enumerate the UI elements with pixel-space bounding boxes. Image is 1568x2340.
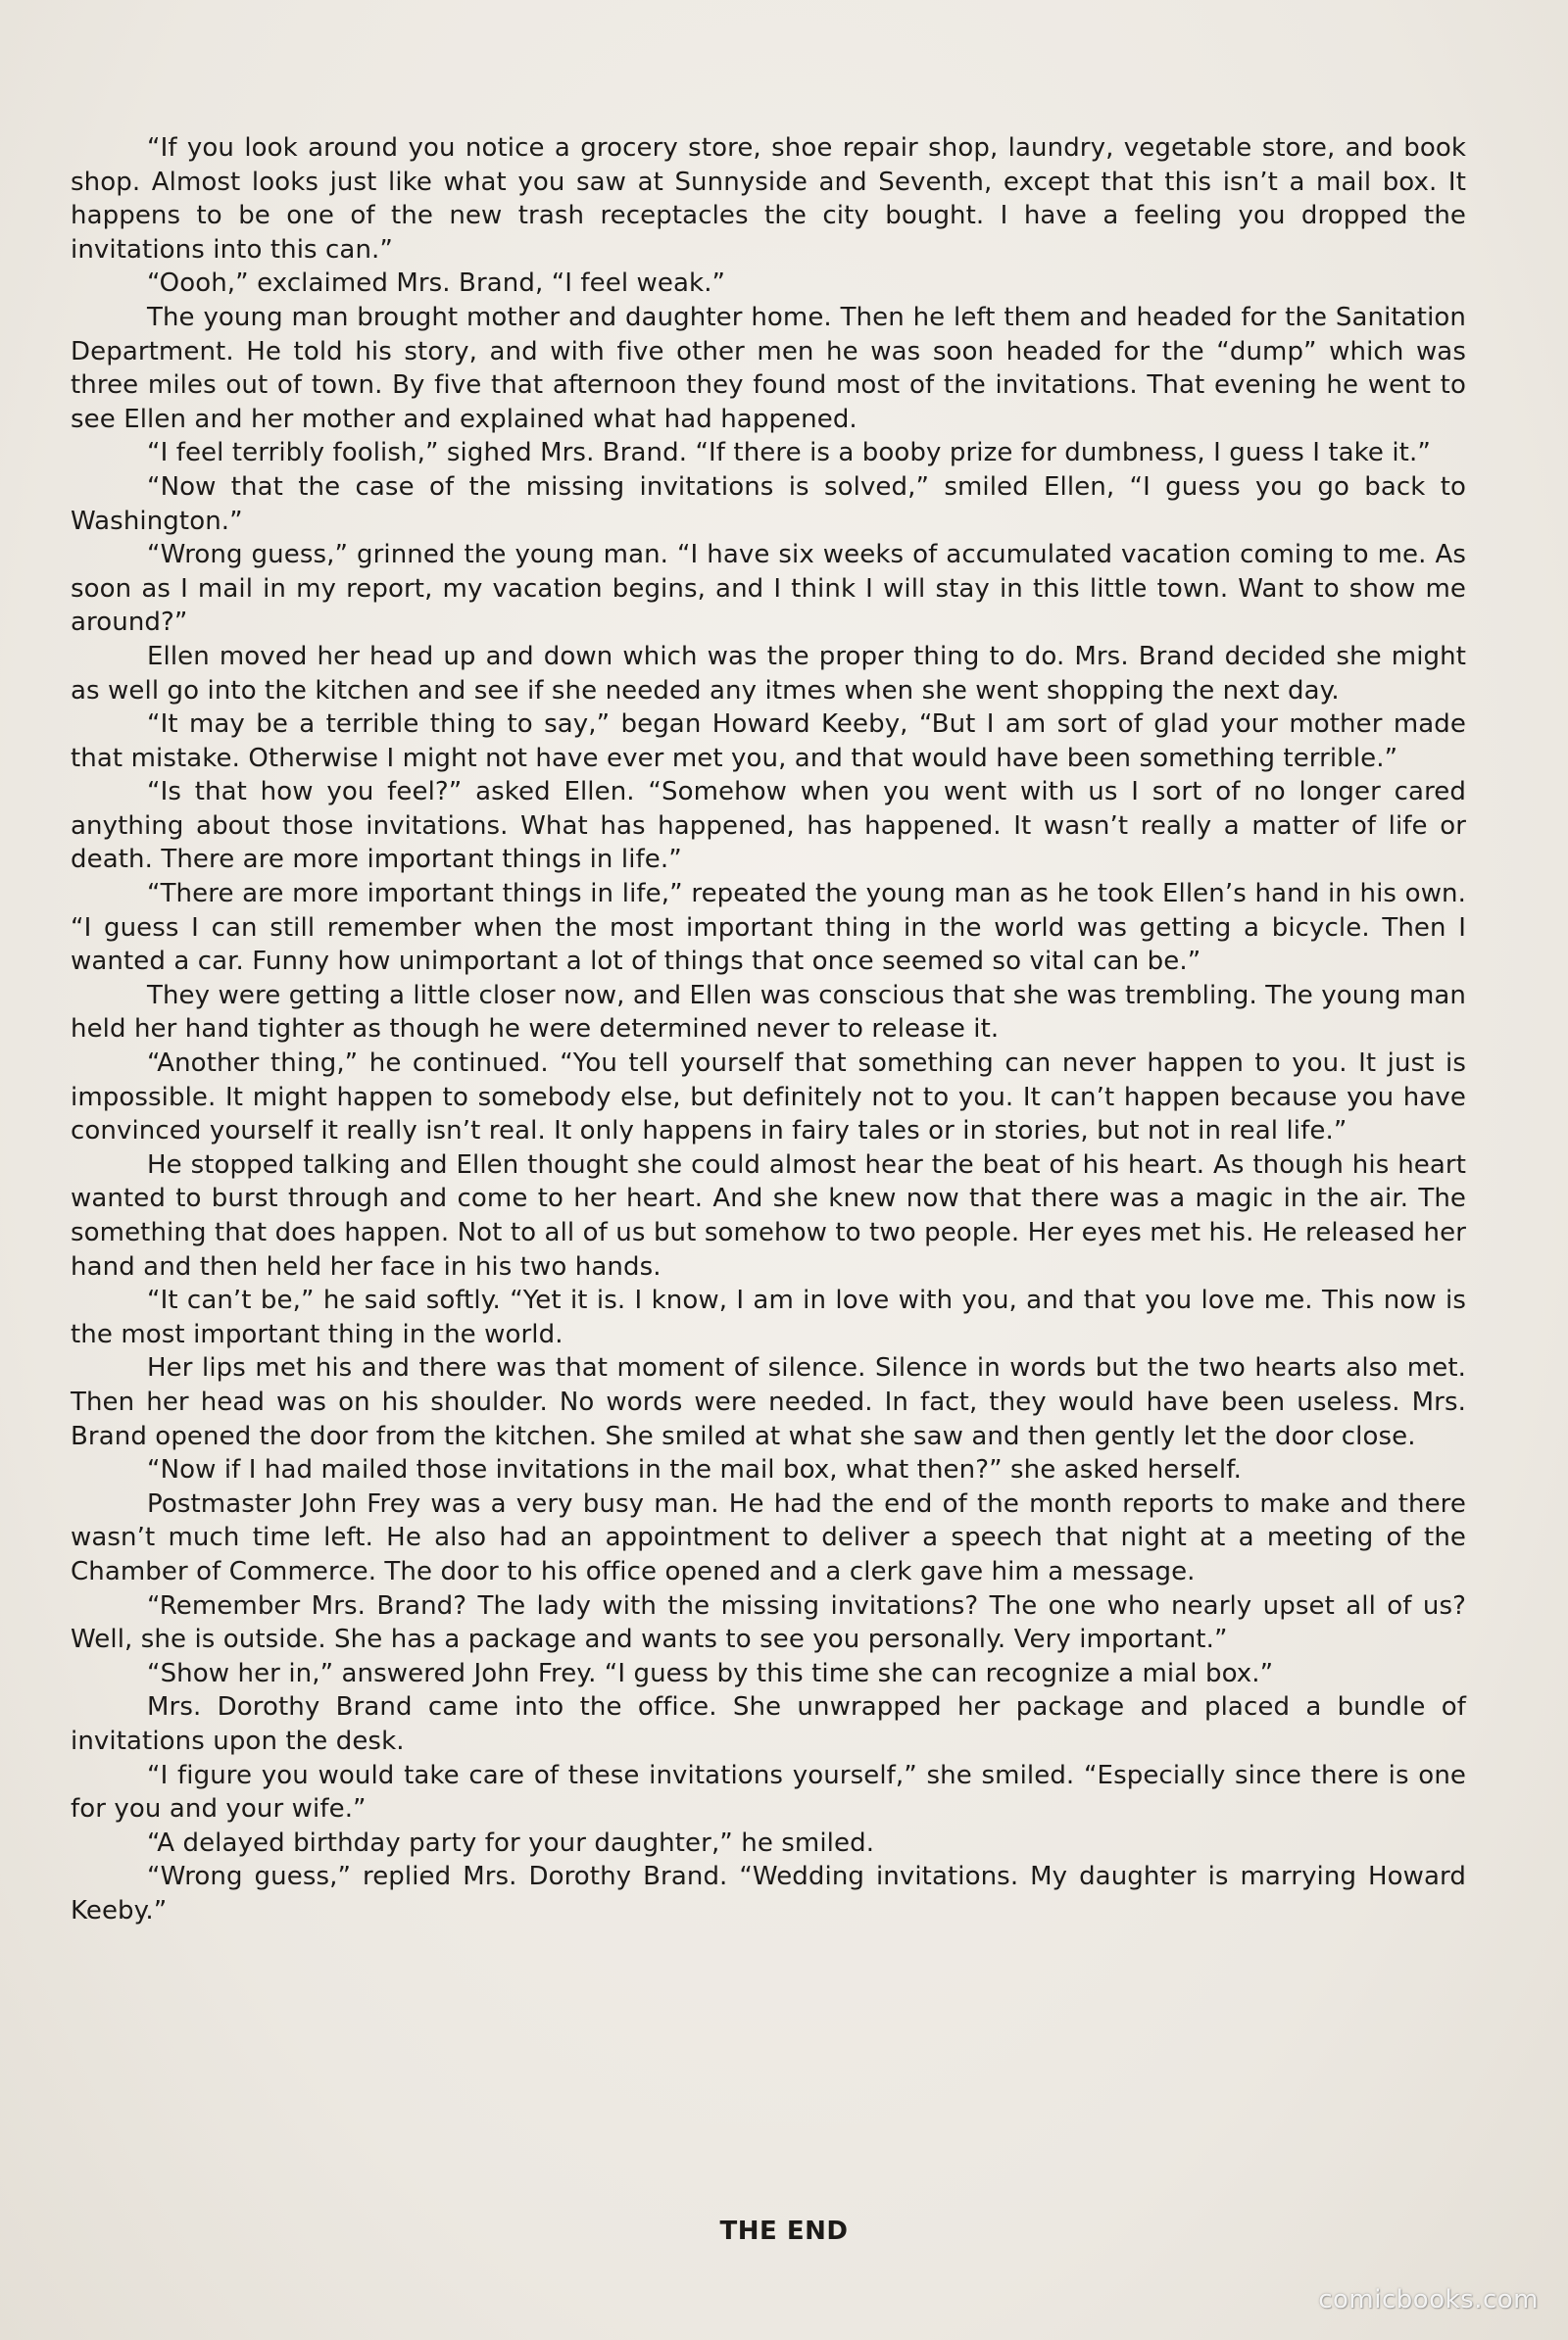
story-paragraph: “Another thing,” he continued. “You tell yourself that something can never happen to you. It just is impossible. It might happen to somebody else, but definitely not to you. It can’t happen because you have convinced yourself it really isn’t real. It only happens in fairy tales or in stories, but not in real life.” (71, 1048, 1466, 1146)
story-paragraph: “I figure you would take care of these invitations yourself,” she smiled. “Especially since there is one for you and your wife.” (71, 1760, 1466, 1825)
story-paragraph: “Now if I had mailed those invitations in the mail box, what then?” she asked herself. (147, 1455, 1242, 1486)
story-paragraph: “Show her in,” answered John Frey. “I guess by this time she can recognize a mial box.” (147, 1658, 1274, 1688)
story-paragraph: Postmaster John Frey was a very busy man. He had the end of the month reports to make and there wasn’t much time left. He also had an appointment to deliver a speech that night at a meeting of the Chamber of Commerce. The door to his office opened and a clerk gave him a message. (71, 1488, 1466, 1586)
story-paragraph: Her lips met his and there was that moment of silence. Silence in words but the two hearts also met. Then her head was on his shoulder. No words were needed. In fact, they would have been useless. Mrs. Brand opened the door from the kitchen. She smiled at what she saw and then gently let the door close. (71, 1353, 1466, 1451)
site-watermark: comicbooks.com (1318, 2285, 1539, 2315)
story-paragraph: Ellen moved her head up and down which was the proper thing to do. Mrs. Brand decided she might as well go into the kitchen and see if she needed any itmes when she went shopping the next day. (71, 641, 1466, 706)
story-paragraph: “Remember Mrs. Brand? The lady with the missing invitations? The one who nearly upset all of us? Well, she is outside. She has a package and wants to see you personally. Very important.” (71, 1590, 1466, 1655)
story-text (71, 131, 1466, 1927)
story-paragraph: “There are more important things in life,” repeated the young man as he took Ellen’s hand in his own. “I guess I can still remember when the most important thing in the world was getting a bicycle. Then I wanted a car. Funny how unimportant a lot of things that once seemed so vital can be.” (71, 879, 1466, 977)
story-paragraph: “It may be a terrible thing to say,” began Howard Keeby, “But I am sort of glad your mother made that mistake. Otherwise I might not have ever met you, and that would have been something terrible.” (71, 709, 1466, 773)
the-end-heading: THE END (719, 2217, 849, 2246)
story-paragraph: The young man brought mother and daughter home. Then he left them and headed for the Sanitation Department. He told his story, and with five other men he was soon headed for the “dump” which was three miles out of town. By five that afternoon they found most of the invitations. That evening he went to see Ellen and her mother and explained what had happened. (71, 302, 1466, 434)
story-paragraph: “I feel terribly foolish,” sighed Mrs. Brand. “If there is a booby prize for dumbness, I guess I take it.” (147, 438, 1431, 468)
story-paragraph: “Oooh,” exclaimed Mrs. Brand, “I feel weak.” (147, 268, 726, 299)
story-paragraph: “It can’t be,” he said softly. “Yet it is. I know, I am in love with you, and that you love me. This now is the most important thing in the world. (71, 1286, 1466, 1349)
story-paragraph: “If you look around you notice a grocery store, shoe repair shop, laundry, vegetable store, and book shop. Almost looks just like what you saw at Sunnyside and Seventh, except that this isn’t a mail box. It happens to be one of the new trash receptacles the city bought. I have a feeling you dropped the invitations into this can.” (71, 133, 1466, 265)
story-paragraph: Mrs. Dorothy Brand came into the office. She unwrapped her package and placed a bundle of invitations upon the desk. (71, 1692, 1466, 1756)
story-paragraph: He stopped talking and Ellen thought she could almost hear the beat of his heart. As though his heart wanted to burst through and come to her heart. And she knew now that there was a magic in the air. The something that does happen. Not to all of us but somehow to two people. Her eyes met his. He released her hand and then held her face in his two hands. (71, 1149, 1466, 1282)
story-paragraph: “Wrong guess,” grinned the young man. “I have six weeks of accumulated vacation coming to me. As soon as I mail in my report, my vacation begins, and I think I will stay in this little town. Want to show me around?” (71, 540, 1466, 638)
story-paragraph: “A delayed birthday party for your daughter,” he smiled. (147, 1828, 875, 1858)
story-paragraph: “Wrong guess,” replied Mrs. Dorothy Brand. “Wedding invitations. My daughter is marrying Howard Keeby.” (71, 1862, 1466, 1926)
story-paragraph: “Is that how you feel?” asked Ellen. “Somehow when you went with us I sort of no longer cared anything about those invitations. What has happened, has happened. It wasn’t really a matter of life or death. There are more important things in life.” (71, 777, 1466, 875)
story-paragraph: “Now that the case of the missing invitations is solved,” smiled Ellen, “I guess you go back to Washington.” (71, 471, 1466, 536)
story-paragraph: They were getting a little closer now, and Ellen was conscious that she was trembling. The young man held her hand tighter as though he were determined never to release it. (71, 980, 1466, 1045)
